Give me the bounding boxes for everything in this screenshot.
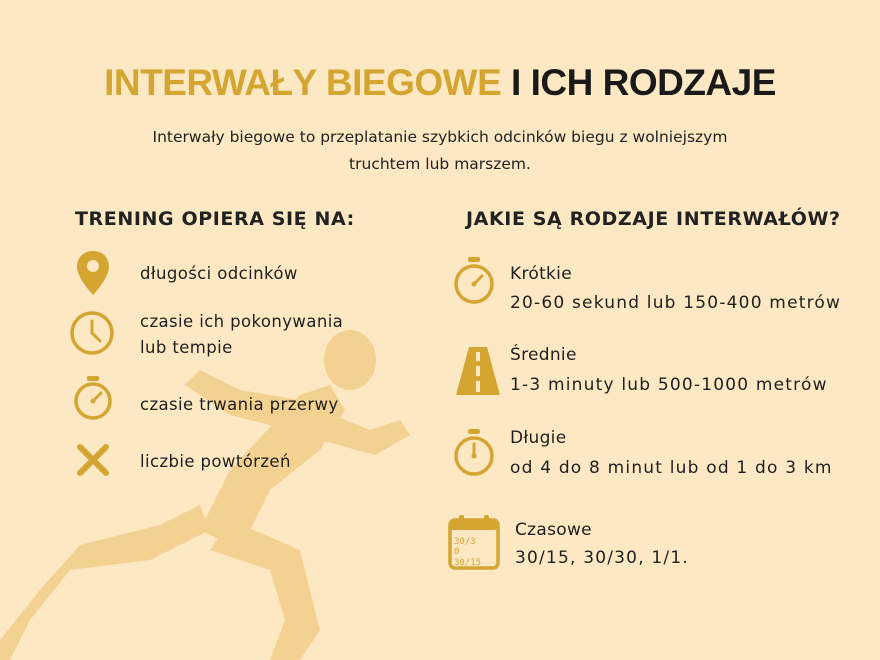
intervals-heading: JAKIE SĄ RODZAJE INTERWAŁÓW?	[466, 208, 841, 230]
calendar-text-3: 30/15	[454, 558, 482, 568]
title-rest: I ICH RODZAJE	[511, 62, 776, 103]
calendar-text-2: 0	[454, 547, 460, 557]
location-pin-icon	[76, 250, 110, 296]
interval-desc: 1-3 minuty lub 500-1000 metrów	[510, 375, 828, 395]
interval-name: Długie	[510, 428, 567, 448]
interval-desc: od 4 do 8 minut lub od 1 do 3 km	[510, 458, 833, 478]
training-item-label	[140, 309, 343, 361]
training-item-label-line1: czasie ich pokonywania	[140, 312, 344, 331]
clock-icon	[69, 310, 115, 356]
training-item-label: długości odcinków	[140, 264, 298, 283]
interval-name: Czasowe	[515, 520, 592, 540]
intro-line-2: truchtem lub marszem.	[349, 155, 531, 173]
intro-line-1: Interwały biegowe to przeplatanie szybkich odcinków biegu z wolniejszym	[152, 128, 728, 146]
interval-desc: 20-60 sekund lub 150-400 metrów	[510, 293, 842, 313]
intro-text	[120, 124, 760, 178]
title-highlight: INTERWAŁY BIEGOWE	[104, 62, 502, 103]
training-item-label: liczbie powtórzeń	[140, 452, 291, 471]
calendar-icon	[448, 514, 500, 570]
interval-name: Średnie	[510, 345, 577, 365]
calendar-text-1: 30/3	[454, 537, 476, 547]
stopwatch-icon	[452, 256, 496, 306]
training-item-label-line2: lub tempie	[140, 338, 233, 357]
training-item-label: czasie trwania przerwy	[140, 395, 339, 414]
interval-name: Krótkie	[510, 264, 572, 284]
stopwatch-icon	[452, 428, 496, 478]
interval-desc: 30/15, 30/30, 1/1.	[515, 548, 689, 568]
training-heading: TRENING OPIERA SIĘ NA:	[75, 208, 355, 230]
page-title	[0, 62, 880, 104]
stopwatch-icon	[71, 375, 115, 421]
road-icon	[455, 346, 501, 396]
cross-icon	[76, 443, 110, 477]
